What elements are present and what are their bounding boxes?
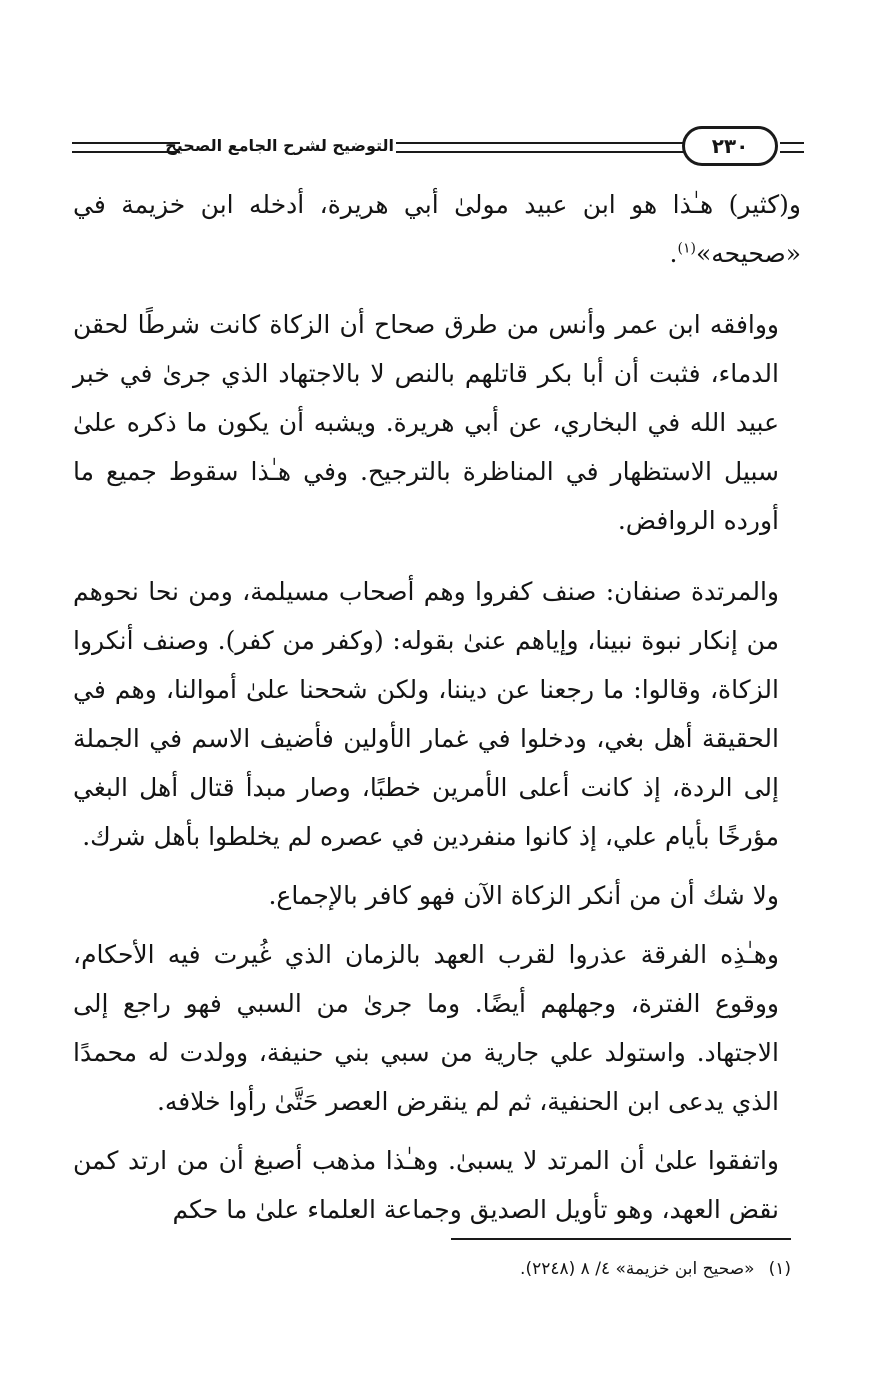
header-rule-left <box>72 142 180 153</box>
main-text <box>73 180 801 1234</box>
paragraph-4: ولا شك أن من أنكر الزكاة الآن فهو كافر بالإجماع. <box>268 881 779 910</box>
footnote-number: (١) <box>768 1259 791 1279</box>
paragraph-1-text: و(كثير) هـٰذا هو ابن عبيد مولىٰ أبي هريرة، أدخله ابن خزيمة في «صحيحه» <box>73 190 801 268</box>
paragraph-1 <box>73 180 801 278</box>
footnote-text: «صحيح ابن خزيمة» ٤/ ٨ (٢٢٤٨). <box>520 1259 755 1279</box>
paragraph-6: واتفقوا علىٰ أن المرتد لا يسبىٰ. وهـٰذا مذهب أصبغ أن من ارتد كمن نقض العهد، وهو تأويل الصديق وجماعة العلماء علىٰ ما حكم <box>73 1146 779 1224</box>
paragraph-5: وهـٰذِه الفرقة عذروا لقرب العهد بالزمان الذي غُيرت فيه الأحكام، ووقوع الفترة، وجهلهم أيضًا. وما جرىٰ من السبي فهو راجع إلى الاجتهاد. واستولد علي جارية من سبي بني حنيفة، وولدت له محمدًا الذي يدعى ابن الحنفية، ثم لم ينقرض العصر حَتَّىٰ رأوا خلافه. <box>73 940 779 1116</box>
book-title: التوضيح لشرح الجامع الصحيح <box>165 136 394 155</box>
footnote <box>91 1256 791 1282</box>
header-rule-right <box>780 142 804 153</box>
paragraph-3: والمرتدة صنفان: صنف كفروا وهم أصحاب مسيلمة، ومن نحا نحوهم من إنكار نبوة نبينا، وإياهم عنىٰ بقوله: (وكفر من كفر). وصنف أنكروا الزكاة، وقالوا: ما رجعنا عن ديننا، ولكن شححنا علىٰ أموالنا، وهم في الحقيقة أهل بغي، ودخلوا في غمار الأولين فأضيف الاسم في الجملة إلى الردة، إذ كانت أعلى الأمرين خطبًا، وصار مبدأ قتال أهل البغي مؤرخًا بأيام علي، إذ كانوا منفردين في عصره لم يخلطوا بأهل شرك. <box>73 577 779 851</box>
page-number: ٢٣٠ <box>682 126 778 166</box>
paragraph-2: ووافقه ابن عمر وأنس من طرق صحاح أن الزكاة كانت شرطًا لحقن الدماء، فثبت أن أبا بكر قاتلهم بالنص لا بالاجتهاد الذي جرىٰ في خبر عبيد الله في البخاري، عن أبي هريرة. ويشبه أن يكون ما ذكره علىٰ سبيل الاستظهار في المناظرة بالترجيح. وفي هـٰذا سقوط جميع ما أورده الروافض. <box>73 310 779 535</box>
footnote-reference[interactable]: (١) <box>677 240 696 257</box>
paragraph-1-end: . <box>669 239 678 268</box>
running-header <box>62 126 800 170</box>
footnote-separator <box>451 1238 791 1240</box>
